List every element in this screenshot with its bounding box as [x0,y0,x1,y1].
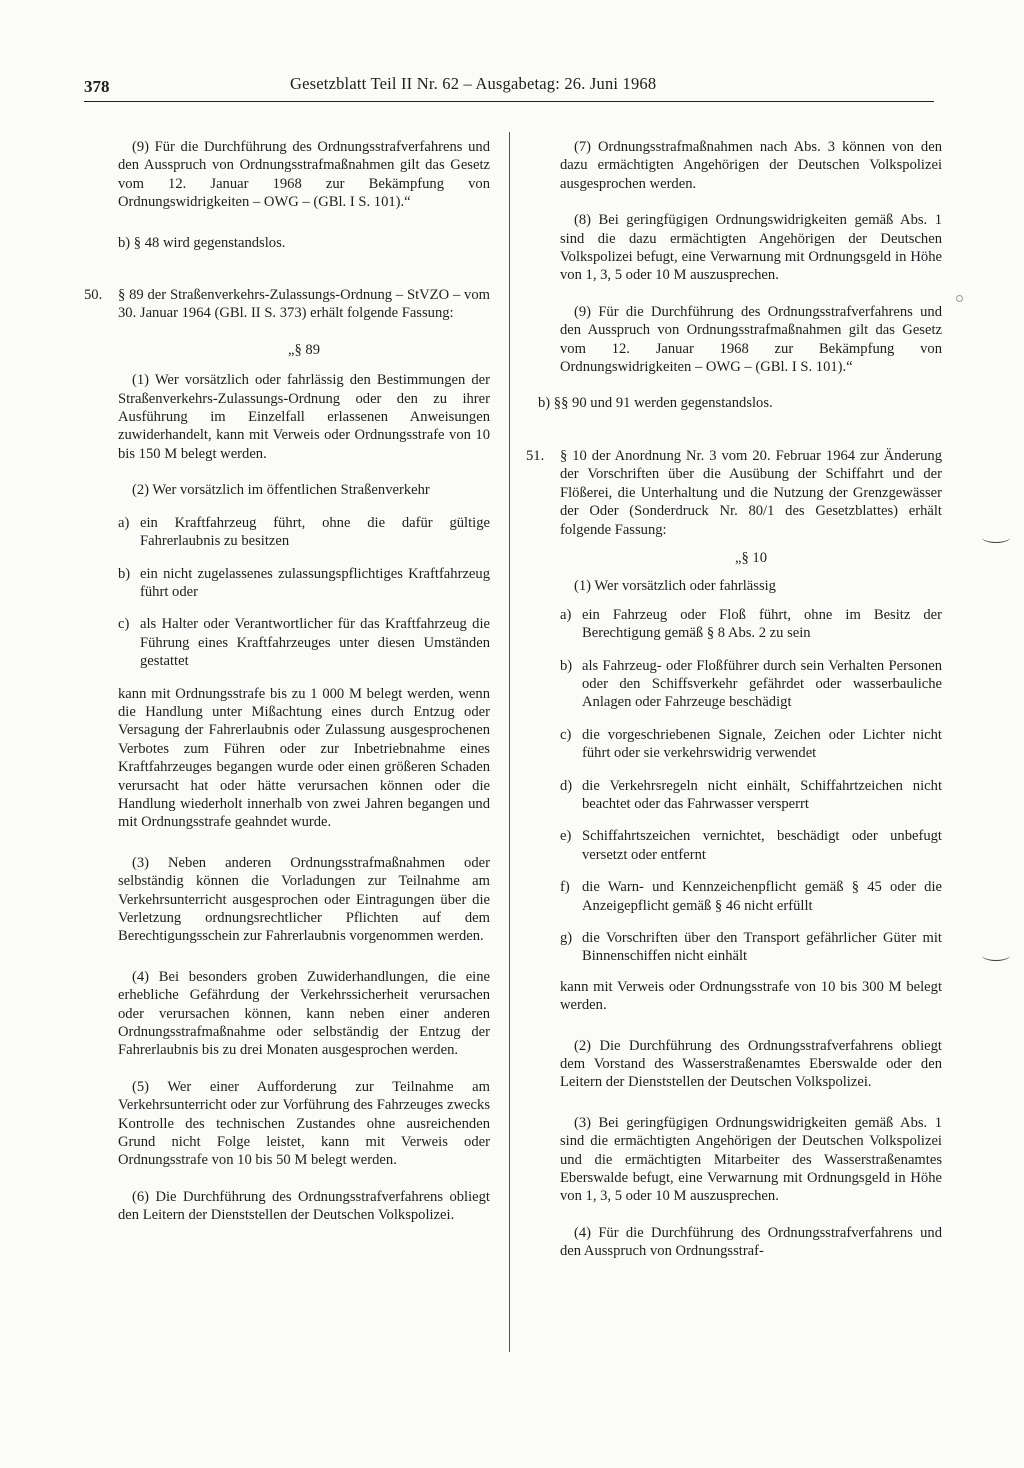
section-10-paragraph-1-rest: kann mit Verweis oder Ordnungsstrafe von 10 bis 300 M belegt werden. [560,978,942,1014]
item-g-label: g) [560,930,573,946]
item-g-text: die Vorschriften über den Transport gefährlicher Güter mit Binnenschiffen nicht einhält [582,930,942,965]
right-item-b-90-91: b) §§ 90 und 91 werden gegenstandslos. [538,395,773,412]
section-10-item-g [560,929,942,966]
item-50 [84,286,490,323]
item-e-label: e) [560,828,572,845]
section-89-paragraph-8: (8) Bei geringfügigen Ordnungswidrigkeiten gemäß Abs. 1 sind die dazu ermächtigten Angehörigen der Deutschen Volkspolizei befugt, eine Verwarnung mit Ordnungsgeld in Höhe von 1, 3, 5 oder 10 M auszusprechen. [560,212,942,284]
item-a-text: ein Kraftfahrzeug führt, ohne die dafür gültige Fahrerlaubnis zu besitzen [140,514,490,550]
header-rule [84,101,934,102]
item-a-label: a) [560,606,572,623]
item-c-label: c) [560,726,572,743]
section-89-item-a [118,514,490,551]
section-10-item-e [560,827,942,864]
section-10-paragraph-4: (4) Für die Durchführung des Ordnungsstrafverfahrens und den Ausspruch von Ordnungsstraf- [560,1224,942,1260]
section-89-paragraph-2: (2) Wer vorsätzlich im öffentlichen Straßenverkehr [132,482,430,499]
left-item-b-48: b) § 48 wird gegenstandslos. [118,234,286,251]
section-89-paragraph-2-rest: kann mit Ordnungsstrafe bis zu 1 000 M belegt werden, wenn die Handlung unter Mißachtung eines durch Entzug oder Versagung der Fahrerlaubnis oder Zulassung ausgesprochenen Verbotes zum Führen oder zur Inbetriebnahme eines Kraftfahrzeuges begangen wurde oder einen größeren Schaden verursacht hat oder hätte verursachen können oder die Handlung wiederholt innerhalb von zwei Jahren begangen und mit Ordnungsstrafe geahndet wurde. [118,685,490,831]
page-header-title: Gesetzblatt Teil II Nr. 62 – Ausgabetag: 26. Juni 1968 [290,74,657,93]
item-a-text: ein Fahrzeug oder Floß führt, ohne im Besitz der Berechtigung gemäß § 8 Abs. 2 zu sein [582,606,942,642]
section-89-paragraph-6: (6) Die Durchführung des Ordnungsstrafverfahrens obliegt den Leitern der Dienststellen der Deutschen Volkspolizei. [118,1188,490,1224]
section-10-paragraph-3: (3) Bei geringfügigen Ordnungswidrigkeiten gemäß Abs. 1 sind die ermächtigten Angehörigen der Deutschen Volkspolizei und die ermächtigten Mitarbeiter des Wasserstraßenamtes Eberswalde befugt, eine Verwarnung mit Ordnungsgeld in Höhe von 1, 3, 5 oder 10 M auszusprechen. [560,1114,942,1205]
item-d-label: d) [560,777,573,794]
section-10-item-a [560,606,942,643]
section-89-paragraph-3: (3) Neben anderen Ordnungsstrafmaßnahmen oder selbständig können die Vorladungen zur Teilnahme am Verkehrsunterricht ausgesprochen oder Eintragungen über die Verletzung ordnungsrechtlicher Pflichten auf dem Berechtigungsschein zur Fahrerlaubnis vorgenommen werden. [118,854,490,945]
section-89-item-c [118,615,490,670]
item-50-text: § 89 der Straßenverkehrs-Zulassungs-Ordnung – StVZO – vom 30. Januar 1964 (GBl. II S. 373) erhält folgende Fassung: [118,287,490,322]
column-divider [509,132,510,1352]
section-10-item-d [560,777,942,814]
section-89-item-b [118,565,490,602]
section-89-paragraph-7: (7) Ordnungsstrafmaßnahmen nach Abs. 3 können von den dazu ermächtigten Angehörigen der Deutschen Volkspolizei ausgesprochen werden. [560,139,942,192]
item-f-text: die Warn- und Kennzeichenpflicht gemäß § 45 oder die Anzeigepflicht gemäß § 46 nicht erfüllt [582,879,942,914]
item-51 [526,447,942,539]
section-89-paragraph-5: (5) Wer einer Aufforderung zur Teilnahme am Verkehrsunterricht oder zur Vorführung des Fahrzeuges zwecks Kontrolle des technischen Zustandes ohne ausreichenden Grund nicht Folge leistet, kann mit Verweis oder Ordnungsstrafe von 10 bis 50 M belegt werden. [118,1078,490,1169]
item-d-text: die Verkehrsregeln nicht einhält, Schiffahrtzeichen nicht beachtet oder das Fahrwasser versperrt [582,777,942,812]
item-51-text: § 10 der Anordnung Nr. 3 vom 20. Februar 1964 zur Änderung der Vorschriften über die Ausübung der Schiffahrt und der Flößerei, die Unterhaltung und die Nutzung der Grenzgewässer der Oder (Sonderdruck Nr. 80/1 des Gesetzblattes) erhält folgende Fassung: [560,447,942,538]
margin-mark-2 [982,950,1010,961]
section-10-item-c [560,726,942,763]
section-10-item-b [560,657,942,712]
page-number: 378 [84,77,110,96]
item-b-label: b) [118,565,131,582]
item-b-text: als Fahrzeug- oder Floßführer durch sein Verhalten Personen oder den Schiffsverkehr gefährdet oder wasserbauliche Anlagen oder Fahrzeuge beschädigt [582,657,942,711]
margin-mark-1 [982,532,1010,543]
left-column [84,138,490,1225]
section-89-title: „§ 89 [287,341,321,358]
item-c-label: c) [118,616,130,633]
item-c-text: die vorgeschriebenen Signale, Zeichen oder Lichter nicht führt oder sie verkehrswidrig verwendet [582,726,942,762]
margin-dot [956,295,963,302]
right-column [526,138,942,1261]
section-10-paragraph-1: (1) Wer vorsätzlich oder fahrlässig [574,578,776,595]
section-10-paragraph-2: (2) Die Durchführung des Ordnungsstrafverfahrens obliegt dem Vorstand des Wasserstraßenamtes Eberswalde oder den Leitern der Dienststellen der Deutschen Volkspolizei. [560,1037,942,1091]
section-89-paragraph-9: (9) Für die Durchführung des Ordnungsstrafverfahrens und den Ausspruch von Ordnungsstrafmaßnahmen gilt das Gesetz vom 12. Januar 1968 zur Bekämpfung von Ordnungswidrigkeiten – OWG – (GBl. I S. 101).“ [560,303,942,376]
section-89-paragraph-1: (1) Wer vorsätzlich oder fahrlässig den Bestimmungen der Straßenverkehrs-Zulassungs-Ordnung oder den zu ihrer Ausführung im Einzelfall erlassenen Anweisungen zuwiderhandelt, kann mit Verweis oder Ordnungsstrafe von 10 bis 150 M belegt werden. [118,372,490,462]
item-51-number: 51. [526,447,545,464]
item-e-text: Schiffahrtszeichen vernichtet, beschädigt oder unbefugt versetzt oder entfernt [582,828,942,863]
section-10-title: „§ 10 [734,549,768,566]
item-b-text: ein nicht zugelassenes zulassungspflichtiges Kraftfahrzeug führt oder [140,565,490,600]
section-89-paragraph-4: (4) Bei besonders groben Zuwiderhandlungen, die eine erhebliche Gefährdung der Verkehrssicherheit verursachen oder verursachen können, kann neben einer anderen Ordnungsstrafmaßnahme oder selbständig der Entzug der Fahrerlaubnis bis zu drei Monaten ausgesprochen werden. [118,968,490,1059]
left-paragraph-9: (9) Für die Durchführung des Ordnungsstrafverfahrens und den Ausspruch von Ordnungsstrafmaßnahmen gilt das Gesetz vom 12. Januar 1968 zur Bekämpfung von Ordnungswidrigkeiten – OWG – (GBl. I S. 101).“ [118,139,490,211]
item-c-text: als Halter oder Verantwortlicher für das Kraftfahrzeug die Führung eines Kraftfahrzeuges unter diesen Umständen gestattet [140,616,490,670]
item-f-label: f) [560,879,570,896]
item-50-number: 50. [84,287,103,304]
item-a-label: a) [118,514,130,531]
section-10-item-f [560,878,942,915]
item-b-label: b) [560,657,573,674]
